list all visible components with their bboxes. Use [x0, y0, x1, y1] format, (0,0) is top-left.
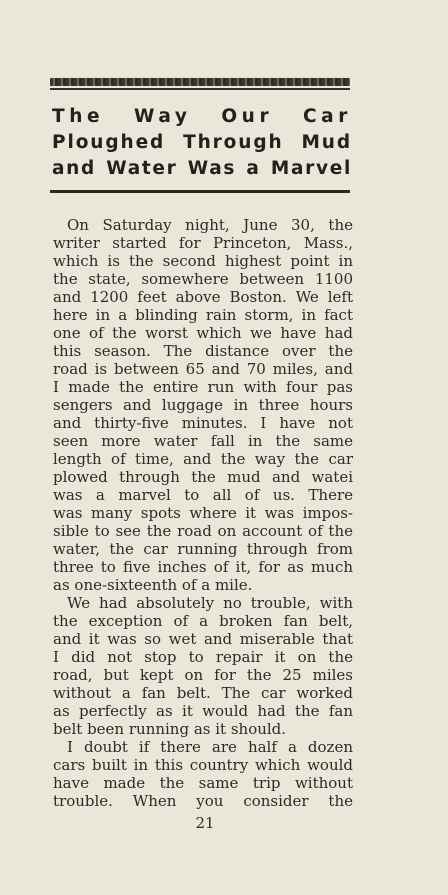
body-line: the exception of a broken fan belt,	[53, 612, 353, 630]
body-line: We had absolutely no trouble, with	[67, 594, 353, 612]
body-line: On Saturday night, June 30, the	[67, 216, 353, 234]
body-line: belt been running as it should.	[53, 720, 287, 738]
body-line: as perfectly as it would had the fan	[53, 702, 353, 720]
page-number: 21	[195, 814, 215, 832]
body-line: was many spots where it was impos-	[53, 504, 353, 522]
body-line: trouble. When you consider the	[53, 792, 353, 810]
body-line: sible to see the road on account of the	[53, 522, 353, 540]
body-line: and thirty-five minutes. I have not	[53, 414, 353, 432]
body-line: I made the entire run with four pas	[53, 378, 353, 396]
article-title	[52, 104, 352, 182]
article-body	[53, 216, 353, 810]
title-line: Ploughed Through Mud	[52, 132, 352, 153]
body-line: this season. The distance over the	[53, 342, 353, 360]
body-line: and it was so wet and miserable that	[53, 630, 353, 648]
body-line: length of time, and the way the car	[53, 450, 353, 468]
body-line: I doubt if there are half a dozen	[67, 738, 353, 756]
body-line: sengers and luggage in three hours	[53, 396, 353, 414]
body-line: three to five inches of it, for as much	[53, 558, 353, 576]
body-line: plowed through the mud and watei	[53, 468, 353, 486]
body-line: have made the same trip without	[53, 774, 353, 792]
title-line: and Water Was a Marvel	[52, 158, 352, 179]
body-line: which is the second highest point in	[53, 252, 353, 270]
title-rule	[50, 190, 350, 193]
body-line: was a marvel to all of us. There	[53, 486, 353, 504]
body-line: here in a blinding rain storm, in fact	[53, 306, 353, 324]
body-line: and 1200 feet above Boston. We left	[53, 288, 353, 306]
body-line: the state, somewhere between 1100	[53, 270, 353, 288]
header-ornament	[50, 78, 350, 86]
body-line: writer started for Princeton, Mass.,	[53, 234, 353, 252]
body-line: cars built in this country which would	[53, 756, 353, 774]
body-line: seen more water fall in the same	[53, 432, 353, 450]
body-line: one of the worst which we have had	[53, 324, 353, 342]
title-line: The Way Our Car	[52, 106, 352, 127]
body-line: I did not stop to repair it on the	[53, 648, 353, 666]
body-line: as one-sixteenth of a mile.	[53, 576, 253, 594]
body-line: water, the car running through from	[53, 540, 353, 558]
header-ornament-rule	[50, 88, 350, 90]
body-line: road is between 65 and 70 miles, and	[53, 360, 353, 378]
body-line: road, but kept on for the 25 miles	[53, 666, 353, 684]
body-line: without a fan belt. The car worked	[53, 684, 353, 702]
